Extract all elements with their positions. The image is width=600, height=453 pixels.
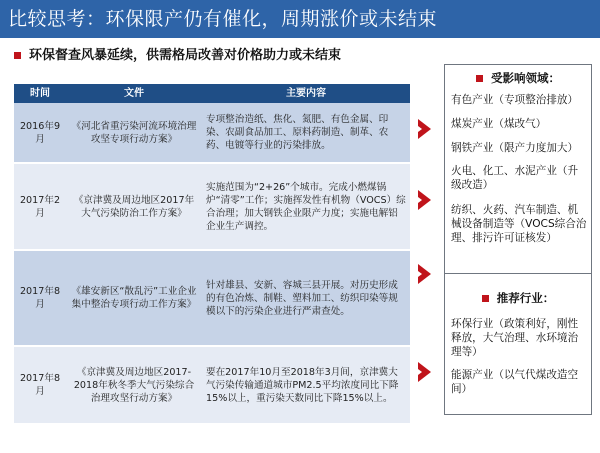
policy-table <box>14 84 410 425</box>
recommend-item: 环保行业（政策利好，刚性释放，大气治理、水环境治理等） <box>451 318 579 358</box>
chevron-right-icon <box>418 190 431 210</box>
affected-item: 钢铁产业（限产力度加大） <box>451 142 579 154</box>
recommend-item: 能源产业（以气代煤改造空间） <box>451 369 579 395</box>
affected-item: 煤炭产业（煤改气） <box>451 118 547 130</box>
table-row <box>14 103 410 163</box>
cell-file: 《河北省重污染河流环境治理攻坚专项行动方案》 <box>66 103 202 163</box>
cell-time: 2017年8月 <box>14 250 66 346</box>
affected-item: 纺织、火药、汽车制造、机械设备制造等（VOCS综合治理、排污许可证核发） <box>451 204 587 244</box>
cell-content: 要在2017年10月至2018年3月间，京津冀大气污染传输通道城市PM2.5平均浓度同比下降15%以上，重污染天数同比下降15%以上。 <box>202 346 410 424</box>
affected-item: 火电、化工、水泥产业（升级改造） <box>451 165 579 191</box>
table-row <box>14 163 410 250</box>
cell-content: 针对雄县、安新、容城三县开展。对历史形成的有色冶炼、制鞋、塑料加工、纺织印染等规模以下的污染企业进行严肃查处。 <box>202 250 410 346</box>
cell-file: 《京津冀及周边地区2017年大气污染防治工作方案》 <box>66 163 202 250</box>
bullet-square-icon <box>14 52 21 59</box>
impact-panel <box>444 64 592 415</box>
cell-content: 专项整治造纸、焦化、氮肥、有色金属、印染、农副食品加工、原料药制造、制革、农药、电镀等行业的污染排放。 <box>202 103 410 163</box>
bullet-square-icon <box>476 75 483 82</box>
table-header-row <box>14 84 410 103</box>
cell-file: 《京津冀及周边地区2017-2018年秋冬季大气污染综合治理攻坚行动方案》 <box>66 346 202 424</box>
table-row <box>14 346 410 424</box>
affected-heading <box>445 71 591 85</box>
affected-item: 有色产业（专项整治排放） <box>451 94 579 106</box>
cell-content: 实施范围为“2+26”个城市。完成小燃煤锅炉“清零”工作；实施挥发性有机物（VOCS）综合治理；加大钢铁企业限产力度；实施电解铝企业生产调控。 <box>202 163 410 250</box>
cell-file: 《雄安新区“散乱污”工业企业集中整治专项行动工作方案》 <box>66 250 202 346</box>
cell-time: 2017年8月 <box>14 346 66 424</box>
affected-title: 受影响领域： <box>491 71 560 85</box>
cell-time: 2016年9月 <box>14 103 66 163</box>
column-header-time: 时间 <box>14 84 66 103</box>
recommend-heading <box>445 291 591 305</box>
section-subtitle <box>14 44 341 63</box>
chevron-right-icon <box>418 362 431 382</box>
bullet-square-icon <box>482 295 489 302</box>
subtitle-text: 环保督查风暴延续，供需格局改善对价格助力或未结束 <box>29 48 342 63</box>
chevron-right-icon <box>418 119 431 139</box>
cell-time: 2017年2月 <box>14 163 66 250</box>
column-header-file: 文件 <box>66 84 202 103</box>
column-header-content: 主要内容 <box>202 84 410 103</box>
chevron-right-icon <box>418 264 431 284</box>
table-row <box>14 250 410 346</box>
panel-divider <box>445 273 591 274</box>
recommend-title: 推荐行业： <box>496 291 555 305</box>
page-title: 比较思考：环保限产仍有催化，周期涨价或未结束 <box>0 0 600 38</box>
